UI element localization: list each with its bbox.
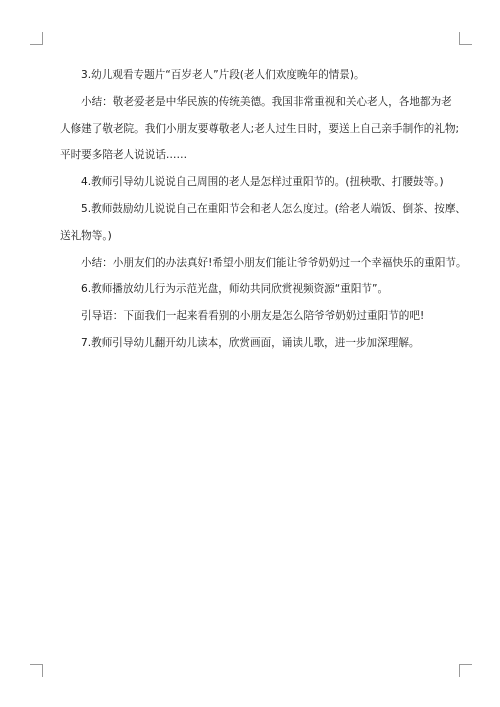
paragraph-step-4 — [60, 169, 452, 196]
paragraph-line: 小结：小朋友们的办法真好!希望小朋友们能让爷爷奶奶过一个幸福快乐的重阳节。 — [81, 256, 467, 269]
paragraph-line: 平时要多陪老人说说话…… — [60, 149, 188, 162]
paragraph-line: 6.教师播放幼儿行为示范光盘，师幼共同欣赏视频资源“重阳节”。 — [81, 283, 389, 296]
crop-mark-bottom-right — [459, 664, 472, 677]
paragraph-line: 人修建了敬老院。我们小朋友要尊敬老人;老人过生日时，要送上自己亲手制作的礼物; — [60, 122, 460, 135]
paragraph-line: 送礼物等。) — [60, 229, 112, 242]
crop-mark-top-right — [459, 32, 472, 45]
crop-mark-top-left — [30, 32, 43, 45]
paragraph-line: 4.教师引导幼儿说说自己周围的老人是怎样过重阳节的。(扭秧歌、打腰鼓等。) — [81, 176, 444, 189]
paragraph-summary-2 — [60, 250, 467, 277]
paragraph-line: 5.教师鼓励幼儿说说自己在重阳节会和老人怎么度过。(给老人端饭、倒茶、按摩、 — [81, 202, 467, 215]
paragraph-step-3 — [60, 62, 452, 89]
document-body — [60, 62, 467, 357]
paragraph-guide-words — [60, 303, 452, 330]
paragraph-step-6 — [60, 276, 452, 303]
paragraph-line: 引导语：下面我们一起来看看别的小朋友是怎么陪爷爷奶奶过重阳节的吧! — [81, 310, 425, 323]
paragraph-summary-1 — [60, 89, 460, 169]
paragraph-step-5 — [60, 196, 467, 250]
paragraph-line: 3.幼儿观看专题片“百岁老人”片段(老人们欢度晚年的情景)。 — [81, 69, 365, 81]
paragraph-line: 小结：敬老爱老是中华民族的传统美德。我国非常重视和关心老人，各地都为老 — [81, 95, 452, 108]
crop-mark-bottom-left — [30, 664, 43, 677]
paragraph-step-7 — [60, 330, 452, 357]
paragraph-line: 7.教师引导幼儿翻开幼儿读本，欣赏画面，诵读儿歌，进一步加深理解。 — [81, 336, 420, 349]
